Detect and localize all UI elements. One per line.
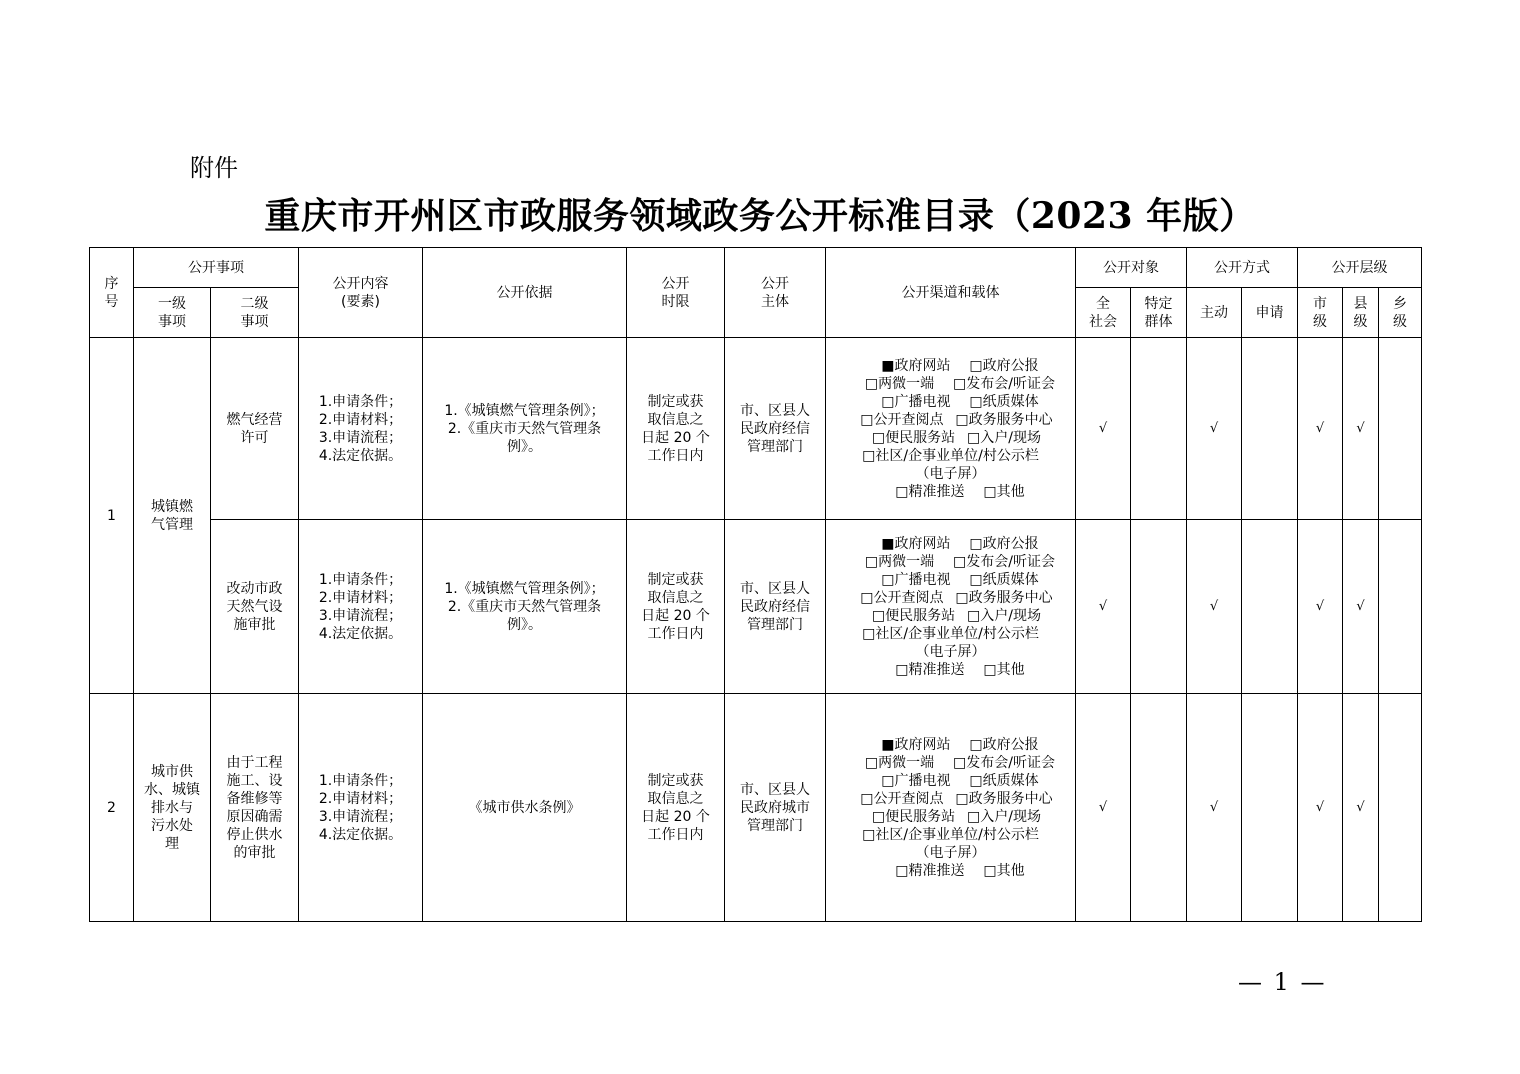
table-row [90, 694, 1422, 922]
channel-option: □两微一端 [864, 553, 935, 570]
header-county: 县 级 [1343, 288, 1379, 338]
content-cell: 1.申请条件； 2.申请材料； 3.申请流程； 4.法定依据。 [299, 694, 423, 922]
active-cell: √ [1187, 338, 1242, 520]
city-cell: √ [1298, 338, 1343, 520]
attachment-label: 附件 [190, 154, 238, 182]
channel-option: □发布会/听证会 [953, 375, 1055, 392]
channel-line [830, 393, 1071, 411]
channel-line [830, 589, 1071, 607]
channel-option: □政府公报 [969, 357, 1039, 374]
channel-line [830, 447, 1071, 465]
channel-line [830, 465, 1071, 483]
content-cell: 1.申请条件； 2.申请材料； 3.申请流程； 4.法定依据。 [299, 338, 423, 520]
channel-option: □两微一端 [864, 375, 935, 392]
town-cell [1379, 520, 1422, 694]
channel-option: □公开查阅点 [860, 411, 944, 428]
channel-line [830, 772, 1071, 790]
active-cell: √ [1187, 520, 1242, 694]
channel-option: □政务服务中心 [955, 790, 1053, 807]
channel-line [830, 844, 1071, 862]
channel-option: □入户/现场 [967, 429, 1041, 446]
city-cell: √ [1298, 694, 1343, 922]
town-cell [1379, 338, 1422, 520]
channel-line [830, 862, 1071, 880]
channel-line [830, 483, 1071, 501]
apply-cell [1242, 694, 1298, 922]
level1-cell: 城市供 水、城镇 排水与 污水处 理 [134, 694, 211, 922]
header-subject: 公开 主体 [725, 248, 826, 338]
channel-option: □入户/现场 [967, 607, 1041, 624]
header-active: 主动 [1187, 288, 1242, 338]
channel-line [830, 643, 1071, 661]
channel-option: □社区/企事业单位/村公示栏 [862, 826, 1039, 843]
level2-cell: 由于工程 施工、设 备维修等 原因确需 停止供水 的审批 [211, 694, 299, 922]
channel-line [830, 429, 1071, 447]
channel-option: □公开查阅点 [860, 790, 944, 807]
channel-option: □社区/企事业单位/村公示栏 [862, 625, 1039, 642]
header-specific-group: 特定 群体 [1131, 288, 1187, 338]
all-society-cell: √ [1076, 694, 1131, 922]
level1-cell: 城镇燃 气管理 [134, 338, 211, 694]
channel-option: □公开查阅点 [860, 589, 944, 606]
content-cell: 1.申请条件； 2.申请材料； 3.申请流程； 4.法定依据。 [299, 520, 423, 694]
header-seq: 序 号 [90, 248, 134, 338]
channel-option: □政务服务中心 [955, 411, 1053, 428]
channel-option: □两微一端 [864, 754, 935, 771]
channel-option: □其他 [983, 483, 1025, 500]
channels-cell [826, 694, 1076, 922]
header-matter: 公开事项 [134, 248, 299, 288]
header-town: 乡 级 [1379, 288, 1422, 338]
channel-option: □纸质媒体 [969, 393, 1039, 410]
channel-line [830, 736, 1071, 754]
county-cell: √ [1343, 694, 1379, 922]
county-cell: √ [1343, 338, 1379, 520]
channel-option: □政务服务中心 [955, 589, 1053, 606]
header-content: 公开内容 (要素) [299, 248, 423, 338]
header-basis: 公开依据 [423, 248, 627, 338]
seq-cell: 2 [90, 694, 134, 922]
channel-option: □便民服务站 [871, 808, 956, 825]
active-cell: √ [1187, 694, 1242, 922]
time-limit-cell: 制定或获 取信息之 日起 20 个 工作日内 [627, 694, 725, 922]
channel-option: □精准推送 [895, 661, 965, 678]
header-all-society: 全 社会 [1076, 288, 1131, 338]
seq-cell: 1 [90, 338, 134, 694]
specific-group-cell [1131, 520, 1187, 694]
all-society-cell: √ [1076, 520, 1131, 694]
channel-line [830, 607, 1071, 625]
channel-option: □精准推送 [895, 862, 965, 879]
channel-option: □纸质媒体 [969, 571, 1039, 588]
channel-option: □精准推送 [895, 483, 965, 500]
subject-cell: 市、区县人 民政府经信 管理部门 [725, 520, 826, 694]
specific-group-cell [1131, 694, 1187, 922]
channel-option: （电子屏） [915, 465, 986, 482]
channel-line [830, 790, 1071, 808]
channel-line [830, 375, 1071, 393]
level2-cell: 燃气经营 许可 [211, 338, 299, 520]
channel-line [830, 826, 1071, 844]
channel-option: □便民服务站 [871, 429, 956, 446]
all-society-cell: √ [1076, 338, 1131, 520]
document-title: 重庆市开州区市政服务领域政务公开标准目录（2023 年版） [264, 195, 1256, 237]
header-audience: 公开对象 [1076, 248, 1187, 288]
city-cell: √ [1298, 520, 1343, 694]
channel-line [830, 808, 1071, 826]
channels-cell [826, 520, 1076, 694]
header-method: 公开方式 [1187, 248, 1298, 288]
header-apply: 申请 [1242, 288, 1298, 338]
subject-cell: 市、区县人 民政府城市 管理部门 [725, 694, 826, 922]
channel-option: □社区/企事业单位/村公示栏 [862, 447, 1039, 464]
time-limit-cell: 制定或获 取信息之 日起 20 个 工作日内 [627, 338, 725, 520]
header-channels: 公开渠道和载体 [826, 248, 1076, 338]
county-cell: √ [1343, 520, 1379, 694]
disclosure-catalog-table [89, 247, 1422, 922]
apply-cell [1242, 338, 1298, 520]
channel-line [830, 754, 1071, 772]
channel-option: □政府公报 [969, 535, 1039, 552]
channel-option: □便民服务站 [871, 607, 956, 624]
header-row-top [90, 248, 1422, 288]
channel-line [830, 357, 1071, 375]
channels-cell [826, 338, 1076, 520]
subject-cell: 市、区县人 民政府经信 管理部门 [725, 338, 826, 520]
channel-option: （电子屏） [915, 643, 986, 660]
table-row [90, 520, 1422, 694]
town-cell [1379, 694, 1422, 922]
basis-cell: 《城市供水条例》 [423, 694, 627, 922]
time-limit-cell: 制定或获 取信息之 日起 20 个 工作日内 [627, 520, 725, 694]
specific-group-cell [1131, 338, 1187, 520]
channel-line [830, 571, 1071, 589]
channel-option: □其他 [983, 661, 1025, 678]
channel-line [830, 661, 1071, 679]
header-level: 公开层级 [1298, 248, 1422, 288]
channel-option: □广播电视 [881, 393, 951, 410]
channel-line [830, 553, 1071, 571]
channel-option: □入户/现场 [967, 808, 1041, 825]
table-row [90, 338, 1422, 520]
channel-line [830, 411, 1071, 429]
channel-option: ■政府网站 [881, 357, 951, 374]
channel-option: □发布会/听证会 [953, 754, 1055, 771]
channel-line [830, 625, 1071, 643]
apply-cell [1242, 520, 1298, 694]
header-level2: 二级 事项 [211, 288, 299, 338]
basis-cell: 1.《城镇燃气管理条例》； 2.《重庆市天然气管理条 例》。 [423, 520, 627, 694]
channel-option: ■政府网站 [881, 736, 951, 753]
page-number: — 1 — [1238, 968, 1327, 996]
channel-option: ■政府网站 [881, 535, 951, 552]
level2-cell: 改动市政 天然气设 施审批 [211, 520, 299, 694]
header-time-limit: 公开 时限 [627, 248, 725, 338]
channel-option: □发布会/听证会 [953, 553, 1055, 570]
basis-cell: 1.《城镇燃气管理条例》； 2.《重庆市天然气管理条 例》。 [423, 338, 627, 520]
header-city: 市 级 [1298, 288, 1343, 338]
channel-option: □其他 [983, 862, 1025, 879]
channel-option: □纸质媒体 [969, 772, 1039, 789]
channel-line [830, 535, 1071, 553]
channel-option: □广播电视 [881, 571, 951, 588]
channel-option: （电子屏） [915, 844, 986, 861]
channel-option: □政府公报 [969, 736, 1039, 753]
channel-option: □广播电视 [881, 772, 951, 789]
header-level1: 一级 事项 [134, 288, 211, 338]
